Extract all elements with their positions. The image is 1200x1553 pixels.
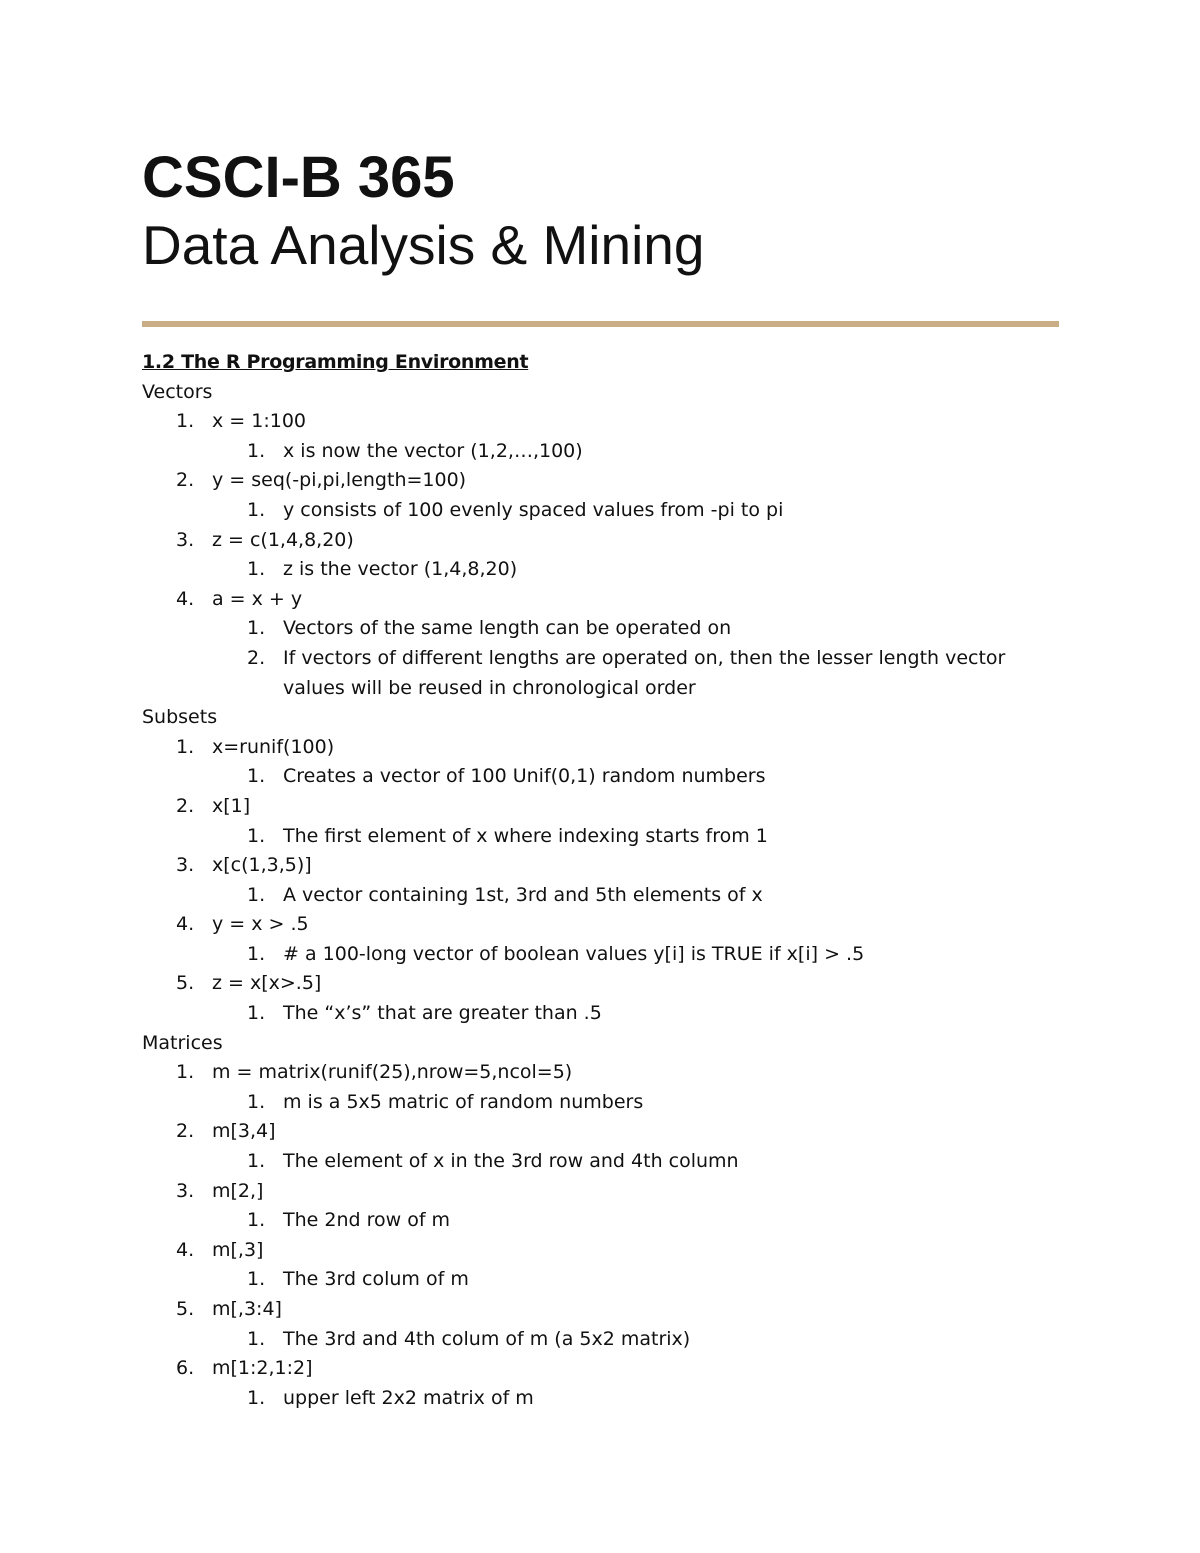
sub-list-item xyxy=(142,496,1062,526)
list-item xyxy=(142,733,1062,763)
list-number: 4. xyxy=(176,1238,195,1261)
sub-list-item-text: z is the vector (1,4,8,20) xyxy=(283,558,518,581)
list-item xyxy=(142,1295,1062,1325)
list-number: 1. xyxy=(247,1150,266,1173)
list-item-text: x[1] xyxy=(212,794,251,817)
sub-list-item xyxy=(142,555,1062,585)
sub-list-item-text: Vectors of the same length can be operated on xyxy=(283,617,732,640)
sub-list-item xyxy=(142,614,1062,644)
list-number: 2. xyxy=(247,646,266,669)
list-item xyxy=(142,1236,1062,1266)
sub-list-item xyxy=(142,1147,1062,1177)
sub-list-item xyxy=(142,1088,1062,1118)
list-item-text: z = c(1,4,8,20) xyxy=(212,528,354,551)
list-item-text: x[c(1,3,5)] xyxy=(212,854,312,877)
list-number: 1. xyxy=(247,1268,266,1291)
sub-list-item-text: x is now the vector (1,2,…,100) xyxy=(283,439,583,462)
sub-list-item xyxy=(142,822,1062,852)
sub-list-item-text: The 3rd and 4th colum of m (a 5x2 matrix) xyxy=(283,1327,691,1350)
list-number: 1. xyxy=(176,1061,195,1084)
notes-content xyxy=(142,348,1062,1413)
list-number: 1. xyxy=(176,410,195,433)
list-number: 2. xyxy=(176,1120,195,1143)
list-number: 1. xyxy=(247,1209,266,1232)
sub-list-item xyxy=(142,881,1062,911)
section-heading: 1.2 The R Programming Environment xyxy=(142,351,529,373)
sub-list-item xyxy=(142,1384,1062,1414)
list-number: 1. xyxy=(247,617,266,640)
group-title-vectors: Vectors xyxy=(142,380,213,403)
list-item-text: y = seq(-pi,pi,length=100) xyxy=(212,469,467,492)
sub-list-item xyxy=(142,1325,1062,1355)
list-item xyxy=(142,910,1062,940)
sub-list-item xyxy=(142,1206,1062,1236)
list-number: 4. xyxy=(176,587,195,610)
list-item-text: x = 1:100 xyxy=(212,410,306,433)
list-item xyxy=(142,969,1062,999)
list-item xyxy=(142,851,1062,881)
list-number: 1. xyxy=(247,558,266,581)
list-number: 1. xyxy=(247,1386,266,1409)
list-number: 3. xyxy=(176,1179,195,1202)
list-number: 5. xyxy=(176,1298,195,1320)
sub-list-item-text: The first element of x where indexing starts from 1 xyxy=(283,824,768,847)
sub-list-item-text: The 2nd row of m xyxy=(283,1209,451,1232)
sub-list-item-text: The “x’s” that are greater than .5 xyxy=(283,1002,602,1025)
list-item-text: z = x[x>.5] xyxy=(212,972,322,995)
list-number: 4. xyxy=(176,913,195,936)
sub-list-item xyxy=(142,437,1062,467)
sub-list-item-text: upper left 2x2 matrix of m xyxy=(283,1386,534,1409)
list-number: 1. xyxy=(247,765,266,788)
course-code: CSCI-B 365 xyxy=(142,145,455,210)
list-item-text: m = matrix(runif(25),nrow=5,ncol=5) xyxy=(212,1061,573,1084)
list-number: 5. xyxy=(176,972,195,995)
sub-list-item-text: Creates a vector of 100 Unif(0,1) random numbers xyxy=(283,765,766,788)
list-number: 3. xyxy=(176,854,195,877)
sub-list-item xyxy=(142,762,1062,792)
list-item xyxy=(142,1177,1062,1207)
list-number: 1. xyxy=(247,439,266,462)
list-number: 1. xyxy=(247,1002,266,1025)
list-item-text: y = x > .5 xyxy=(212,913,309,936)
list-item xyxy=(142,526,1062,556)
list-item xyxy=(142,466,1062,496)
list-item-text: x=runif(100) xyxy=(212,735,335,758)
sub-list-item-text: # a 100-long vector of boolean values y[i] is TRUE if x[i] > .5 xyxy=(283,942,865,965)
list-item xyxy=(142,585,1062,615)
list-number: 1. xyxy=(247,1327,266,1350)
sub-list-item xyxy=(142,644,1062,703)
group-title-matrices: Matrices xyxy=(142,1031,223,1054)
list-item-text: m[3,4] xyxy=(212,1120,276,1143)
sub-list-item-text: The element of x in the 3rd row and 4th column xyxy=(283,1150,739,1173)
list-item-text: m[2,] xyxy=(212,1179,264,1202)
list-number: 6. xyxy=(176,1357,195,1380)
list-number: 1. xyxy=(247,1090,266,1113)
list-number: 1. xyxy=(176,735,195,758)
sub-list-item xyxy=(142,999,1062,1029)
list-item-text: a = x + y xyxy=(212,587,303,610)
list-item xyxy=(142,1117,1062,1147)
list-item-text: m[1:2,1:2] xyxy=(212,1357,313,1380)
list-number: 1. xyxy=(247,824,266,847)
course-title: Data Analysis & Mining xyxy=(142,214,705,276)
list-number: 3. xyxy=(176,528,195,551)
list-number: 1. xyxy=(247,883,266,906)
list-number: 2. xyxy=(176,469,195,492)
sub-list-item-text: If vectors of different lengths are operated on, then the lesser length vector values will be reused in chronological order xyxy=(283,646,1006,699)
list-item-text: m[,3:4] xyxy=(212,1298,282,1320)
list-number: 1. xyxy=(247,498,266,521)
list-item xyxy=(142,407,1062,437)
header-divider xyxy=(142,321,1059,327)
sub-list-item-text: m is a 5x5 matric of random numbers xyxy=(283,1090,644,1113)
list-item xyxy=(142,1058,1062,1088)
sub-list-item-text: A vector containing 1st, 3rd and 5th elements of x xyxy=(283,883,763,906)
sub-list-item-text: y consists of 100 evenly spaced values from -pi to pi xyxy=(283,498,784,521)
sub-list-item-text: The 3rd colum of m xyxy=(283,1268,469,1291)
list-number: 2. xyxy=(176,794,195,817)
sub-list-item xyxy=(142,1265,1062,1295)
list-number: 1. xyxy=(247,942,266,965)
sub-list-item xyxy=(142,940,1062,970)
list-item-text: m[,3] xyxy=(212,1238,264,1261)
list-item xyxy=(142,1354,1062,1384)
group-title-subsets: Subsets xyxy=(142,706,218,729)
list-item xyxy=(142,792,1062,822)
